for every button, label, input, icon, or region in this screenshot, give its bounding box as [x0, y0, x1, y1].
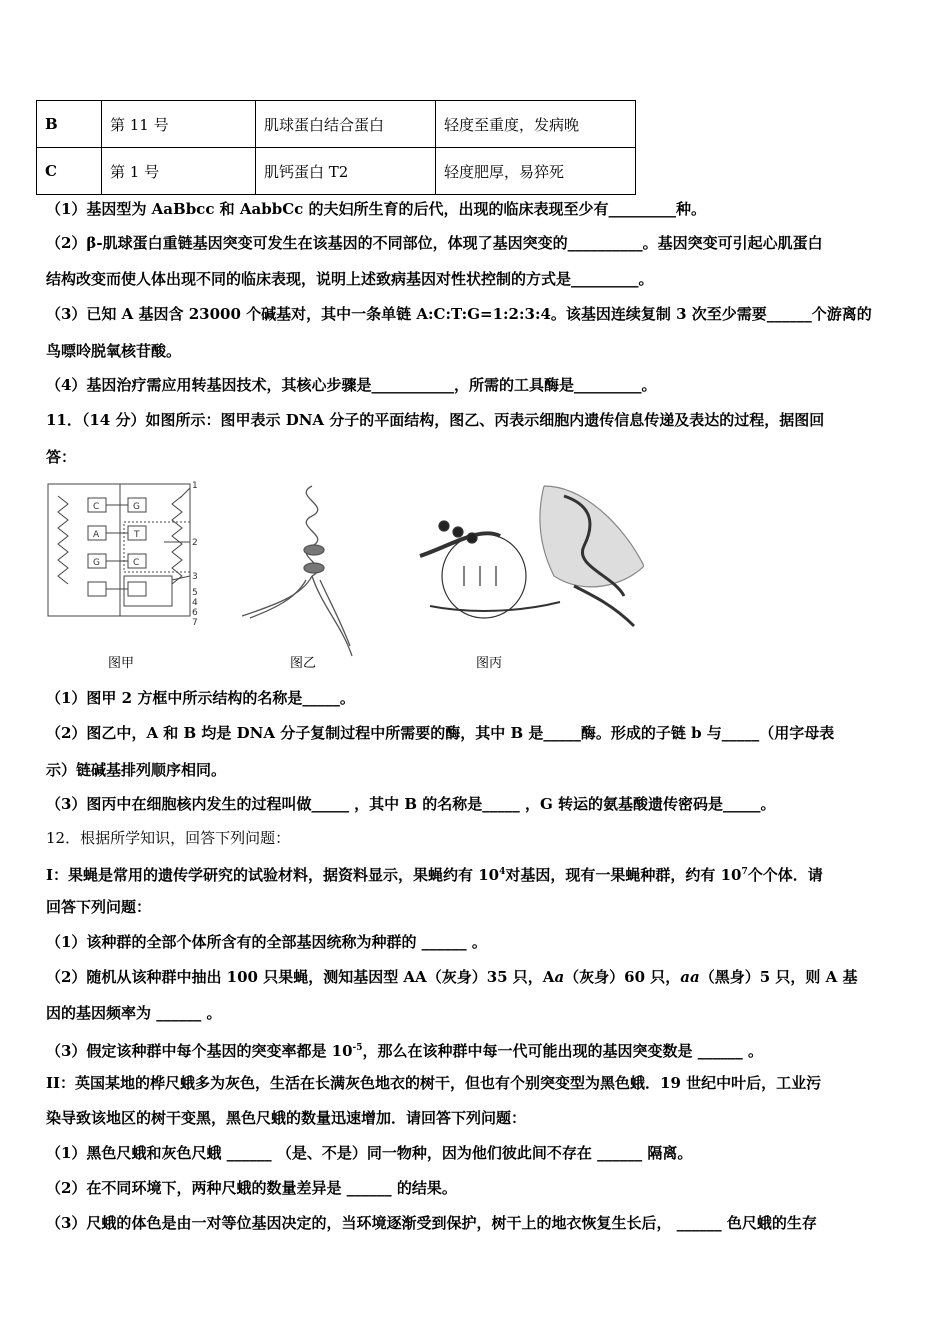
text-run: （黑身）5 只，则 A 基	[699, 968, 858, 986]
figure-b-replication	[242, 486, 352, 656]
superscript: -5	[352, 1043, 363, 1053]
text-run: 对基因，现有一果蝇种群，约有 10	[505, 866, 742, 884]
figure-number: 3	[192, 572, 198, 582]
figure-b-caption: 图乙	[290, 656, 317, 671]
figure-number: 1	[192, 481, 198, 491]
q12-line-12: （3）尺蛾的体色是由一对等位基因决定的，当环境逐渐受到保护，树干上的地衣恢复生长后， ______ 色尺蛾的生存	[46, 1214, 817, 1232]
base-label: A	[93, 530, 100, 540]
table-cell: B	[37, 101, 102, 148]
q11-line-5: 示）链碱基排列顺序相同。	[46, 761, 227, 779]
q11-line-2: 答：	[46, 448, 77, 466]
q10-line-2: （2）β-肌球蛋白重链基因突变可发生在该基因的不同部位，体现了基因突变的__________。基因突变可引起心肌蛋白	[46, 234, 823, 252]
base-label: G	[133, 502, 140, 512]
q11-line-4: （2）图乙中，A 和 B 均是 DNA 分子复制过程中所需要的酶，其中 B 是_____酶。形成的子链 b 与_____（用字母表	[46, 724, 835, 742]
figure-c-caption: 图丙	[476, 656, 503, 671]
figure-number: 2	[192, 538, 198, 548]
table-cell: 肌球蛋白结合蛋白	[256, 101, 436, 148]
base-label: C	[133, 558, 140, 568]
q11-line-6: （3）图丙中在细胞核内发生的过程叫做_____ ，其中 B 的名称是_____ ，G 转运的氨基酸遗传密码是_____。	[46, 795, 776, 813]
base-label: C	[93, 502, 100, 512]
table-cell: 轻度至重度，发病晚	[436, 101, 636, 148]
q12-line-11: （2）在不同环境下，两种尺蛾的数量差异是 ______ 的结果。	[46, 1179, 457, 1197]
q12-line-7	[46, 1038, 763, 1061]
figure-number: 4	[192, 598, 198, 608]
text-run: I：果蝇是常用的遗传学研究的试验材料，据资料显示，果蝇约有 10	[46, 866, 500, 884]
q12-line-8: II：英国某地的桦尺蛾多为灰色，生活在长满灰色地衣的树干，但也有个别突变型为黑色蛾．19 世纪中叶后，工业污	[46, 1074, 822, 1092]
text-run: （灰身）60 只，	[564, 968, 681, 986]
table-row	[37, 148, 636, 195]
q12-line-3: 回答下列问题：	[46, 898, 152, 916]
q11-line-3: （1）图甲 2 方框中所示结构的名称是_____。	[46, 689, 355, 707]
dna-figure	[44, 476, 644, 676]
superscript: 7	[741, 867, 748, 877]
text-run: ，那么在该种群中每一代可能出现的基因突变数是 ______ 。	[362, 1042, 763, 1060]
italic-text: a	[554, 968, 565, 986]
text-run: （2）随机从该种群中抽出 100 只果蝇，测知基因型 AA（灰身）35 只，A	[46, 968, 555, 986]
table-cell: 第 1 号	[102, 148, 256, 195]
base-label: T	[134, 530, 140, 540]
q12-line-9: 染导致该地区的树干变黑，黑色尺蛾的数量迅速增加．请回答下列问题：	[46, 1109, 527, 1127]
q12-line-4: （1）该种群的全部个体所含有的全部基因统称为种群的 ______ 。	[46, 933, 487, 951]
q11-line-1: 11．（14 分）如图所示：图甲表示 DNA 分子的平面结构，图乙、丙表示细胞内遗传信息传递及表达的过程，据图回	[46, 411, 825, 429]
figure-number: 6	[192, 608, 198, 618]
genotype-table	[36, 100, 636, 195]
q10-line-1: （1）基因型为 AaBbcc 和 AabbCc 的夫妇所生育的后代，出现的临床表现至少有_________种。	[46, 200, 707, 218]
q10-line-4: （3）已知 A 基因含 23000 个碱基对，其中一条单链 A:C:T:G=1:2:3:4。该基因连续复制 3 次至少需要______个游离的	[46, 305, 872, 323]
q12-line-5	[46, 967, 857, 987]
text-run: 个个体．请	[747, 866, 823, 884]
table-row	[37, 101, 636, 148]
table-cell: C	[37, 148, 102, 195]
figure-a-dna-structure	[48, 484, 190, 616]
figure-a-caption: 图甲	[108, 656, 135, 671]
base-label: G	[93, 558, 100, 568]
q12-line-1: 12．根据所学知识，回答下列问题：	[46, 829, 291, 847]
italic-text: aa	[680, 968, 700, 986]
figure-c-expression	[420, 486, 644, 626]
q10-line-6: （4）基因治疗需应用转基因技术，其核心步骤是___________，所需的工具酶是_________。	[46, 376, 657, 394]
q12-line-6: 因的基因频率为 ______ 。	[46, 1004, 222, 1022]
table-cell: 肌钙蛋白 T2	[256, 148, 436, 195]
figure-number: 7	[192, 618, 198, 628]
q12-line-10: （1）黑色尺蛾和灰色尺蛾 ______ （是、不是）同一物种，因为他们彼此间不存在 ______ 隔离。	[46, 1144, 693, 1162]
q10-line-5: 鸟嘌呤脱氧核苷酸。	[46, 342, 182, 360]
figure-number: 5	[192, 588, 198, 598]
table-cell: 第 11 号	[102, 101, 256, 148]
q12-line-2	[46, 862, 823, 885]
superscript: 4	[499, 867, 506, 877]
q10-line-3: 结构改变而使人体出现不同的临床表现，说明上述致病基因对性状控制的方式是_________。	[46, 270, 654, 288]
table-cell: 轻度肥厚，易猝死	[436, 148, 636, 195]
text-run: （3）假定该种群中每个基因的突变率都是 10	[46, 1042, 353, 1060]
